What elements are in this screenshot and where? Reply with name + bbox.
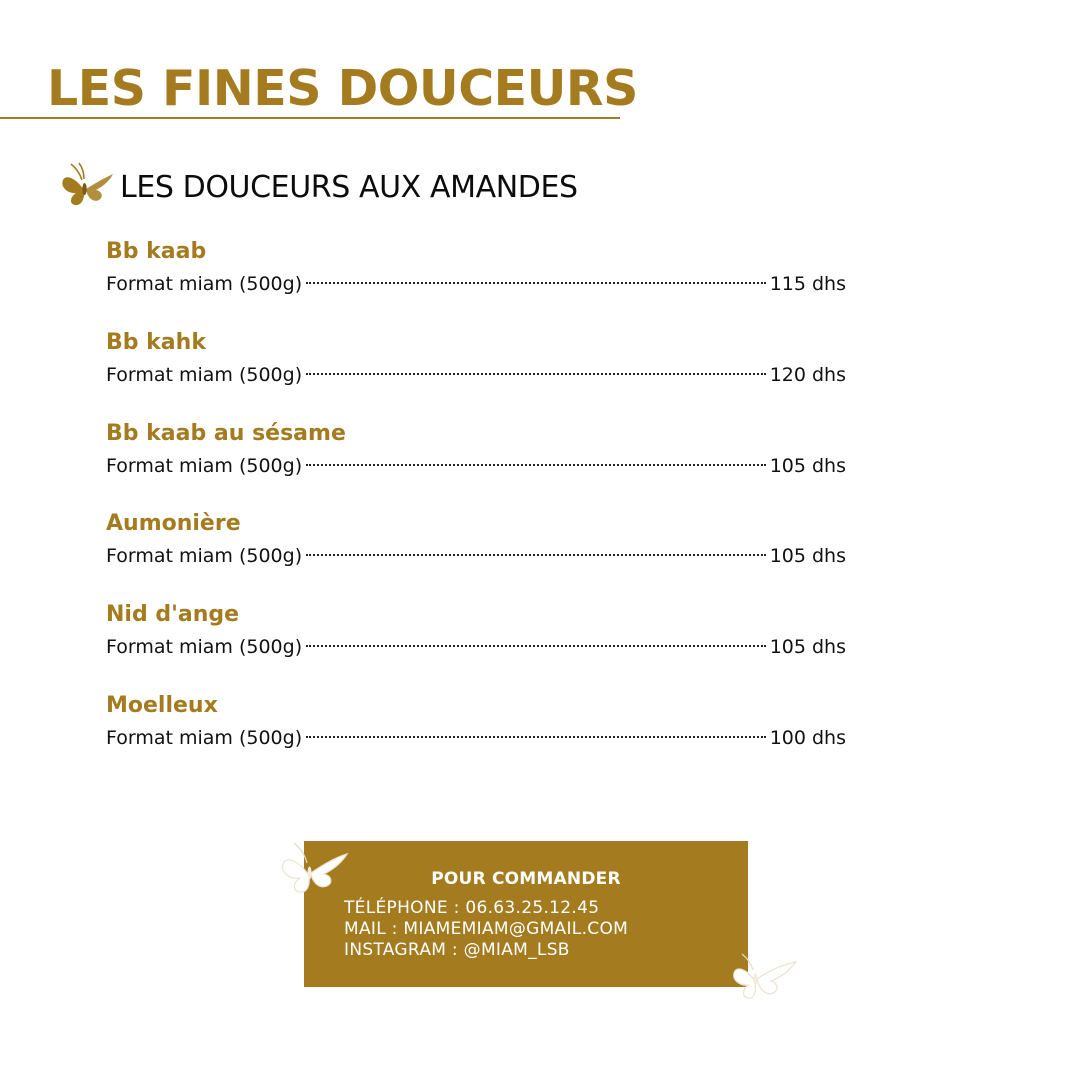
section-title: LES DOUCEURS AUX AMANDES	[120, 170, 578, 205]
item-price-line	[106, 723, 846, 753]
item-format: Format miam (500g)	[106, 364, 303, 386]
title-underline	[0, 117, 620, 119]
dot-leader	[306, 553, 766, 556]
dot-leader	[306, 463, 766, 466]
item-name: Bb kaab	[106, 239, 207, 264]
butterfly-icon	[278, 836, 350, 896]
menu-item	[106, 236, 846, 310]
order-mail: MAIL : MIAMEMIAM@GMAIL.COM	[344, 919, 629, 939]
order-instagram: INSTAGRAM : @MIAM_LSB	[344, 940, 570, 960]
item-name: Aumonière	[106, 511, 241, 536]
item-format: Format miam (500g)	[106, 273, 303, 295]
item-format: Format miam (500g)	[106, 636, 303, 658]
item-price-line	[106, 632, 846, 662]
menu-item	[106, 327, 846, 401]
item-price: 105 dhs	[769, 545, 846, 567]
dot-leader	[306, 281, 766, 284]
menu-item	[106, 508, 846, 582]
item-name: Nid d'ange	[106, 602, 240, 627]
order-contact-box	[304, 841, 748, 987]
item-format: Format miam (500g)	[106, 545, 303, 567]
menu-item	[106, 690, 846, 764]
page-title: LES FINES DOUCEURS	[47, 60, 638, 117]
order-contact-lines	[344, 898, 628, 961]
item-price-line	[106, 269, 846, 299]
item-price-line	[106, 360, 846, 390]
dot-leader	[306, 735, 766, 738]
menu-item	[106, 599, 846, 673]
item-price: 105 dhs	[769, 636, 846, 658]
item-name: Moelleux	[106, 693, 218, 718]
dot-leader	[306, 372, 766, 375]
item-price: 100 dhs	[769, 727, 846, 749]
order-heading: POUR COMMANDER	[431, 869, 621, 889]
dot-leader	[306, 644, 766, 647]
item-price: 115 dhs	[769, 273, 846, 295]
item-name: Bb kahk	[106, 330, 206, 355]
item-format: Format miam (500g)	[106, 455, 303, 477]
item-price: 105 dhs	[769, 455, 846, 477]
butterfly-icon	[60, 160, 115, 208]
item-format: Format miam (500g)	[106, 727, 303, 749]
item-name: Bb kaab au sésame	[106, 421, 346, 446]
order-phone: TÉLÉPHONE : 06.63.25.12.45	[344, 898, 600, 918]
item-price-line	[106, 541, 846, 571]
menu-item	[106, 418, 846, 492]
butterfly-icon	[728, 950, 800, 1006]
item-price: 120 dhs	[769, 364, 846, 386]
item-price-line	[106, 451, 846, 481]
